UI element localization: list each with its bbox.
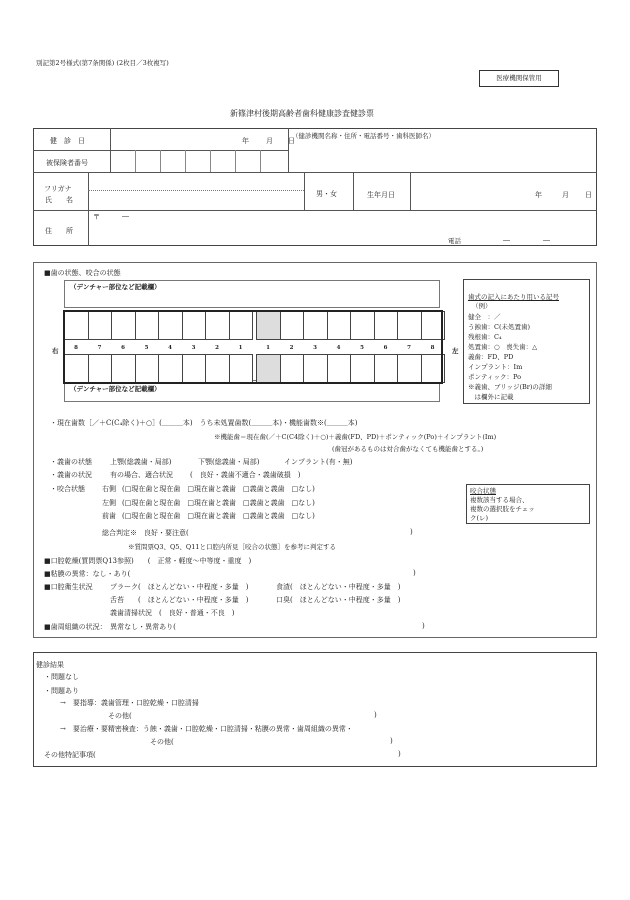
crown-note: (歯冠があるものは対合歯がなくても機能歯とする。)	[332, 445, 484, 453]
result-remarks: その他特記事項(	[44, 751, 96, 759]
occlusion-front-options: (□現在歯と現在歯 □現在歯と義歯 □義歯と義歯 □なし)	[122, 512, 315, 520]
tel-dash-2: ―	[543, 236, 550, 244]
postal-mark: 〒	[93, 213, 100, 221]
exam-date-year: 年	[242, 137, 249, 145]
legend-line: ※義歯、ブリッジ(Br)の詳細	[468, 383, 552, 391]
legend-line: ポンティック：Po	[468, 373, 522, 381]
dob-day: 日	[585, 191, 592, 199]
postal-dash: ―	[122, 212, 129, 220]
occlusion-note-line3: ク(レ)	[470, 514, 489, 522]
legend-line: 義歯：FD、PD	[468, 353, 514, 361]
name-label: 氏 名	[45, 196, 73, 204]
tooth-number-10: 2	[289, 345, 294, 351]
result-remarks-close: )	[398, 750, 401, 758]
dob-label: 生年月日	[367, 191, 395, 199]
result-no-problem: ・問題なし	[44, 673, 79, 681]
denture-note-lower: （デンチャー部位など記載欄）	[70, 385, 161, 393]
functional-teeth-note: ※機能歯＝現在歯(／＋C(C4除く)＋○)＋義歯(FD、PD)＋ポンティック(Po)＋インプラント(Im)	[214, 433, 497, 441]
furigana-label: フリガナ	[44, 185, 72, 193]
form-reference: 別記第2号様式(第7条関係) (2枚目／3枚複写)	[36, 59, 169, 67]
plaque: プラーク( ほとんどない・中程度・多量 )	[110, 583, 249, 591]
denture-lower: 下顎(総義歯・局部)	[198, 458, 260, 466]
legend-line: 処置歯：○ 喪失歯：△	[468, 343, 538, 351]
legend-line: う蝕歯：C(未処置歯)	[468, 323, 531, 331]
denture-cleaning: 義歯清掃状況 ( 良好・普通・不良 )	[110, 609, 235, 617]
tooth-number-9: 1	[266, 345, 270, 351]
tooth-number-3: 6	[121, 345, 125, 351]
exam-date-label: 健 診 日	[50, 137, 85, 145]
occlusion-right-label: 右側	[102, 485, 116, 493]
tooth-number-6: 3	[191, 345, 196, 351]
right-side-label: 右	[52, 347, 59, 355]
mucosa-abnormality: ■粘膜の異常：なし・あり(	[44, 570, 131, 578]
implant: インプラント(有・無)	[284, 458, 353, 466]
halitosis: 口臭( ほとんどない・中程度・多量 )	[276, 596, 401, 604]
tooth-number-14: 6	[383, 345, 388, 351]
denture-condition-options: ( 良好・義歯不適合・義歯破損 )	[190, 471, 301, 479]
tooth-number-8: 1	[238, 345, 243, 351]
occlusion-left-options: (□現在歯と現在歯 □現在歯と義歯 □義歯と義歯 □なし)	[122, 499, 315, 507]
result-guidance-close: )	[374, 711, 377, 719]
occlusion-left-label: 左側	[102, 499, 116, 507]
tel-dash-1: ―	[503, 236, 510, 244]
denture-upper: 上顎(総義歯・局部)	[110, 458, 172, 466]
legend-line: は欄外に記載	[468, 393, 514, 401]
tooth-number-11: 3	[313, 345, 317, 351]
tooth-number-12: 4	[336, 345, 341, 351]
tooth-number-2: 7	[97, 345, 102, 351]
occlusion-note-title: 咬合状態	[470, 487, 496, 495]
results-box	[33, 652, 597, 767]
legend-line: インプラント：Im	[468, 363, 523, 371]
header-table	[33, 128, 597, 246]
tooth-number-16: 8	[430, 345, 435, 351]
tooth-number-5: 4	[168, 345, 172, 351]
tooth-number-13: 5	[360, 345, 364, 351]
judgement-reference-note: ※質問票Q3、Q5、Q11と口腔内所見［咬合の状態］を参考に判定する	[128, 543, 337, 551]
exam-date-day: 日	[288, 137, 295, 145]
occlusion-label: ・咬合状態	[50, 485, 85, 493]
institution-label: （健診機関名称・住所・電話番号・歯科医師名）	[292, 132, 435, 140]
teeth-section-label: ■歯の状態、咬合の状態	[44, 269, 121, 277]
left-side-label: 左	[452, 347, 459, 355]
denture-condition-label: ・義歯の状況	[50, 471, 92, 479]
result-guidance-other: その他(	[108, 712, 132, 720]
occlusion-note-line2: 複数の選択肢をチェッ	[470, 505, 535, 513]
result-has-problem: ・問題あり	[44, 687, 79, 695]
exam-date-month: 月	[266, 137, 273, 145]
tooth-chart-outline	[63, 310, 443, 384]
dob-year: 年	[535, 191, 542, 199]
sex-label: 男・女	[316, 190, 337, 198]
tooth-number-15: 7	[407, 345, 411, 351]
oral-hygiene-label: ■口腔衛生状況	[44, 583, 93, 591]
tongue-coating: 舌苔 ( ほとんどない・中程度・多量 )	[110, 596, 249, 604]
denture-note-upper: （デンチャー部位など記載欄）	[70, 283, 161, 291]
occlusion-right-options: (□現在歯と現在歯 □現在歯と義歯 □義歯と義歯 □なし)	[122, 485, 315, 493]
food-debris: 食渣( ほとんどない・中程度・多量 )	[276, 583, 401, 591]
results-title: 健診結果	[36, 661, 64, 669]
mucosa-close: )	[413, 569, 416, 577]
denture-status-label: ・義歯の状態	[50, 458, 92, 466]
periodontal-status: ■歯周組織の状況： 異常なし・異常あり(	[44, 623, 176, 631]
legend-title: 歯式の記入にあたり用いる記号	[468, 293, 559, 301]
admin-box: 医療機関保管用	[479, 70, 559, 87]
tooth-number-1: 8	[74, 345, 78, 351]
legend-example: （例）	[472, 302, 492, 310]
result-treatment: → 要治療・要精密検査：う蝕・義歯・口腔乾燥・口腔清掃・粘膜の異常・歯周組織の異常・	[60, 725, 353, 733]
tooth-number-4: 5	[144, 345, 149, 351]
dry-mouth: ■口腔乾燥(質問票Q13参照) ( 正常・軽度～中等度・重度 )	[44, 557, 252, 565]
tel-label: 電話	[448, 237, 461, 245]
occlusion-note-line1: 複数該当する場合、	[470, 496, 529, 504]
result-treatment-close: )	[390, 737, 393, 745]
legend-line: 健全 ：／	[468, 313, 501, 321]
occlusion-front-label: 前歯	[102, 512, 116, 520]
overall-judgement: 総合判定※ 良好・要注意(	[102, 529, 189, 537]
legend-line: 残根歯：C₄	[468, 333, 502, 341]
page-title: 新篠津村後期高齢者歯科健康診査健診票	[230, 109, 374, 118]
result-treatment-other: その他(	[150, 738, 174, 746]
address-label: 住 所	[45, 227, 73, 235]
periodontal-close: )	[422, 622, 425, 630]
dob-month: 月	[562, 191, 569, 199]
overall-judgement-close: )	[410, 528, 413, 536]
current-teeth-count: ・現在歯数［／＋C(C₄除く)＋○］(＿＿＿本) うち未処置歯数(＿＿＿本)・機能歯数※(＿＿＿本)	[50, 419, 358, 427]
insured-number-label: 被保険者番号	[46, 159, 88, 167]
tooth-number-7: 2	[215, 345, 219, 351]
denture-condition-text: 有の場合、適合状況	[110, 471, 173, 479]
result-guidance: → 要指導：義歯管理・口腔乾燥・口腔清掃	[60, 699, 199, 707]
